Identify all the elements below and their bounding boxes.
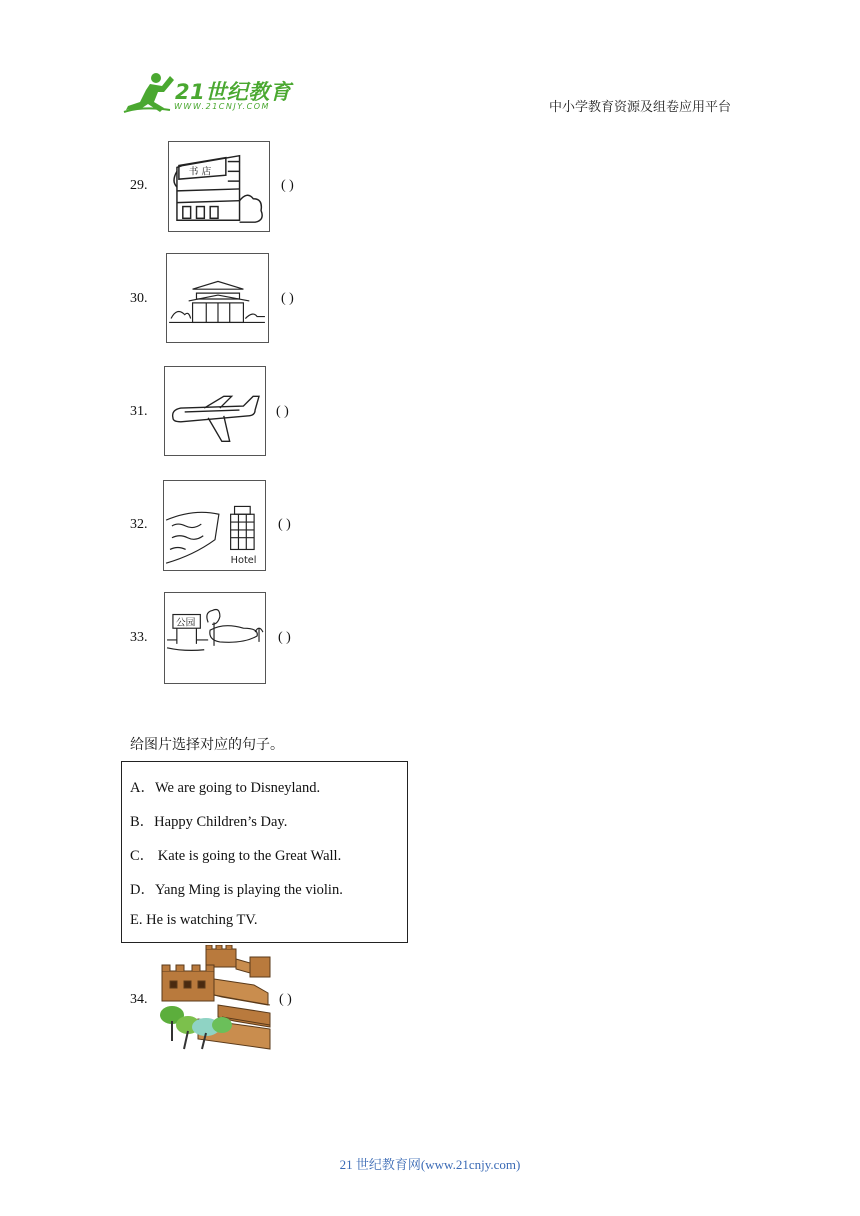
- answer-blank[interactable]: ( ): [276, 404, 289, 419]
- runner-logo-icon: [122, 70, 182, 116]
- answer-blank[interactable]: ( ): [279, 992, 292, 1007]
- tiananmen-icon: [167, 254, 268, 342]
- hotel-icon: [164, 481, 265, 570]
- option-c: C． Kate is going to the Great Wall.: [130, 848, 342, 864]
- question-picture: [164, 366, 266, 456]
- option-b: B．Happy Children’s Day.: [130, 814, 288, 830]
- answer-blank[interactable]: ( ): [278, 517, 291, 532]
- question-number: 34.: [130, 992, 148, 1007]
- logo-text: 21世纪教育: [175, 80, 292, 104]
- question-picture: [163, 480, 266, 571]
- option-e: E. He is watching TV.: [130, 912, 258, 928]
- question-number: 31.: [130, 404, 148, 419]
- answer-blank[interactable]: ( ): [278, 630, 291, 645]
- logo-url: WWW.21CNJY.COM: [174, 102, 270, 111]
- question-number: 29.: [130, 178, 148, 193]
- question-number: 32.: [130, 517, 148, 532]
- question-picture: [166, 253, 269, 343]
- question-picture: [164, 592, 266, 684]
- park-icon: [165, 593, 265, 683]
- question-number: 33.: [130, 630, 148, 645]
- bookstore-icon: [169, 142, 269, 231]
- answer-blank[interactable]: ( ): [281, 291, 294, 306]
- park-sign: 公园: [175, 617, 196, 629]
- airplane-icon: [165, 367, 265, 455]
- great-wall-icon: [158, 945, 272, 1051]
- option-a: A．We are going to Disneyland.: [130, 780, 321, 796]
- hotel-sign: Hotel: [230, 555, 257, 567]
- question-picture: [158, 945, 272, 1051]
- question-picture: [168, 141, 270, 232]
- option-d: D．Yang Ming is playing the violin.: [130, 882, 343, 898]
- section-instruction: 给图片选择对应的句子。: [130, 737, 284, 753]
- page-footer: 21 世纪教育网(www.21cnjy.com): [339, 1157, 521, 1172]
- answer-blank[interactable]: ( ): [281, 178, 294, 193]
- question-number: 30.: [130, 291, 148, 306]
- header-tagline: 中小学教育资源及组卷应用平台: [549, 100, 732, 115]
- bookstore-sign: 书 店: [188, 166, 212, 178]
